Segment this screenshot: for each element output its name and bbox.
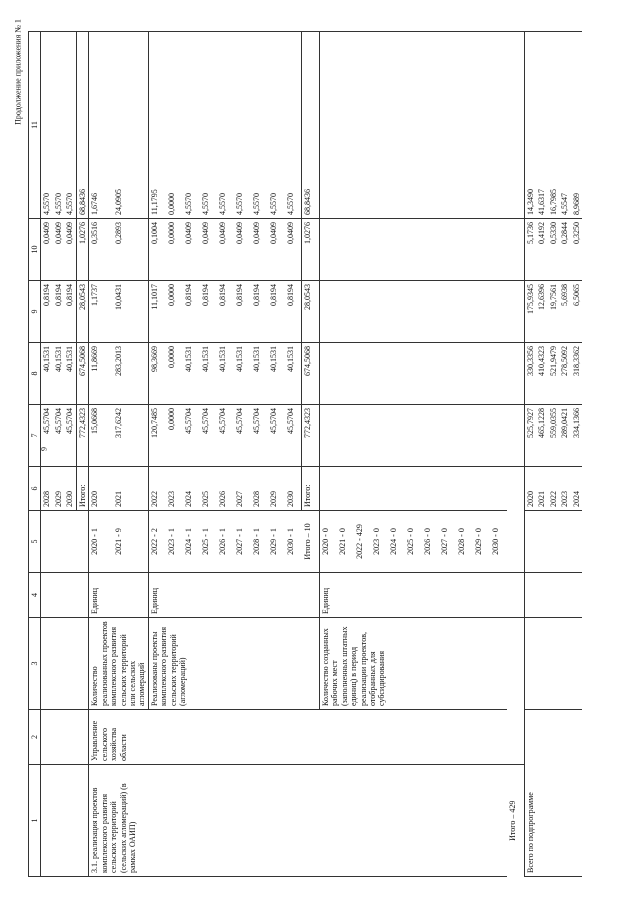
- value-cell: 45,5704: [41, 405, 53, 467]
- value-cell: 40,1531: [41, 343, 53, 405]
- value-cell: 0,2844: [559, 219, 570, 281]
- value-cell: 45,5704: [217, 405, 234, 467]
- value-cell: 410,4323: [536, 343, 547, 405]
- target-cell: 2023 - 1: [166, 511, 183, 573]
- target-cell: 2027 - 1: [234, 511, 251, 573]
- year-cell: 2030: [285, 467, 302, 511]
- value-cell: 0,4192: [536, 219, 547, 281]
- target-cell: 2028 - 1: [251, 511, 268, 573]
- target-cell: 2027 - 0: [439, 511, 456, 573]
- value-cell: 0,2893: [113, 219, 137, 281]
- value-cell: 0,0000: [166, 219, 183, 281]
- value-cell: 0,1004: [148, 219, 166, 281]
- target-cell: 2026 - 1: [217, 511, 234, 573]
- year-cell: 2028: [251, 467, 268, 511]
- value-cell: 45,5704: [64, 405, 76, 467]
- value-cell: 24,0905: [113, 32, 137, 219]
- value-cell: 11,1795: [148, 32, 166, 219]
- value-cell: 289,0421: [559, 405, 570, 467]
- header-col-11: 11: [29, 32, 41, 219]
- rotated-sheet: [28, 32, 628, 877]
- value-cell: 40,1531: [268, 343, 285, 405]
- header-col-7: 7: [29, 405, 41, 467]
- value-cell: 11,1017: [148, 281, 166, 343]
- target-cell: 2023 - 0: [371, 511, 388, 573]
- value-cell: 0,0409: [234, 219, 251, 281]
- subprogram-total-label: Всего по подпрограмме: [524, 710, 582, 877]
- header-col-3: 3: [29, 618, 41, 710]
- year-cell: 2024: [571, 467, 582, 511]
- value-cell: 674,5068: [76, 343, 88, 405]
- target-cell: 2024 - 0: [388, 511, 405, 573]
- target-cell: Итого – 10: [302, 511, 320, 573]
- value-cell: 1,0276: [302, 219, 320, 281]
- year-cell: 2030: [64, 467, 76, 511]
- year-cell: 2020: [89, 467, 114, 511]
- indicator-name: Количество созданных рабочих мест (заполненных штатных единиц) в период реализации проектов, отобранных для субсидирования: [319, 618, 524, 710]
- value-cell: 11,8669: [89, 343, 114, 405]
- year-cell: 2022: [548, 467, 559, 511]
- value-cell: 40,1531: [183, 343, 200, 405]
- page-number: 9: [39, 447, 49, 451]
- value-cell: 0,0409: [64, 219, 76, 281]
- value-cell: 4,5570: [41, 32, 53, 219]
- value-cell: 40,1531: [64, 343, 76, 405]
- header-col-2: 2: [29, 710, 41, 765]
- target-cell: 2030 - 1: [285, 511, 302, 573]
- value-cell: 4,5570: [200, 32, 217, 219]
- target-cell: 2026 - 0: [422, 511, 439, 573]
- value-cell: 45,5704: [268, 405, 285, 467]
- value-cell: 0,8194: [268, 281, 285, 343]
- value-cell: 0,0409: [41, 219, 53, 281]
- target-cell: 2028 - 0: [456, 511, 473, 573]
- value-cell: 0,0000: [166, 405, 183, 467]
- value-cell: 40,1531: [53, 343, 64, 405]
- value-cell: 45,5704: [200, 405, 217, 467]
- year-cell: 2029: [268, 467, 285, 511]
- value-cell: 4,5570: [268, 32, 285, 219]
- value-cell: 283,2013: [113, 343, 137, 405]
- value-cell: 278,5092: [559, 343, 570, 405]
- value-cell: 5,1736: [524, 219, 536, 281]
- value-cell: 0,3516: [89, 219, 114, 281]
- executor-name: Управление сельского хозяйства области: [89, 710, 507, 765]
- value-cell: 0,0000: [166, 281, 183, 343]
- value-cell: 6,5065: [571, 281, 582, 343]
- value-cell: 318,3362: [571, 343, 582, 405]
- budget-table: [28, 31, 582, 877]
- value-cell: 0,8194: [251, 281, 268, 343]
- value-cell: 465,1228: [536, 405, 547, 467]
- value-cell: 0,8194: [234, 281, 251, 343]
- value-cell: 0,0409: [285, 219, 302, 281]
- value-cell: 0,8194: [53, 281, 64, 343]
- value-cell: 40,1531: [200, 343, 217, 405]
- unit-cell: Единиц: [319, 573, 524, 618]
- value-cell: 120,7485: [148, 405, 166, 467]
- year-cell: 2023: [559, 467, 570, 511]
- value-cell: 40,1531: [251, 343, 268, 405]
- value-cell: 0,8194: [285, 281, 302, 343]
- value-cell: 16,7985: [548, 32, 559, 219]
- value-cell: 0,8194: [64, 281, 76, 343]
- year-cell: 2026: [217, 467, 234, 511]
- value-cell: 4,5570: [217, 32, 234, 219]
- year-cell: Итого:: [302, 467, 320, 511]
- value-cell: 8,9689: [571, 32, 582, 219]
- target-cell: 2020 - 0: [319, 511, 337, 573]
- value-cell: 19,7561: [548, 281, 559, 343]
- value-cell: 45,5704: [183, 405, 200, 467]
- value-cell: 40,1531: [217, 343, 234, 405]
- value-cell: 28,0543: [76, 281, 88, 343]
- value-cell: 5,6938: [559, 281, 570, 343]
- value-cell: 1,1737: [89, 281, 114, 343]
- value-cell: 674,5068: [302, 343, 320, 405]
- year-cell: 2020: [524, 467, 536, 511]
- value-cell: 0,5330: [548, 219, 559, 281]
- value-cell: 0,3250: [571, 219, 582, 281]
- value-cell: 521,9479: [548, 343, 559, 405]
- value-cell: 12,6396: [536, 281, 547, 343]
- value-cell: 14,3490: [524, 32, 536, 219]
- value-cell: 45,5704: [251, 405, 268, 467]
- value-cell: 4,5570: [53, 32, 64, 219]
- table-row: [41, 32, 53, 877]
- value-cell: 4,5570: [234, 32, 251, 219]
- target-cell: Итого – 429: [507, 765, 525, 877]
- table-row: [89, 32, 114, 877]
- table-row: [524, 32, 536, 877]
- year-cell: 2025: [200, 467, 217, 511]
- indicator-name: Реализованы проекты комплексного развития сельских территорий (агломераций): [148, 618, 319, 710]
- header-col-10: 10: [29, 219, 41, 281]
- value-cell: 334,1366: [571, 405, 582, 467]
- value-cell: 0,0409: [268, 219, 285, 281]
- value-cell: 40,1531: [285, 343, 302, 405]
- header-col-6: 6: [29, 467, 41, 511]
- year-cell: 2023: [166, 467, 183, 511]
- measure-name: 3.1. реализация проектов комплексного развития сельских территорий (сельских агломераций) (в рамках ОАИП): [89, 765, 507, 877]
- value-cell: 0,8194: [200, 281, 217, 343]
- value-cell: 1,0276: [76, 219, 88, 281]
- value-cell: 175,9345: [524, 281, 536, 343]
- header-col-1: 1: [29, 765, 41, 877]
- value-cell: 0,0409: [53, 219, 64, 281]
- header-col-4: 4: [29, 573, 41, 618]
- value-cell: 45,5704: [285, 405, 302, 467]
- year-cell: 2029: [53, 467, 64, 511]
- value-cell: 1,6746: [89, 32, 114, 219]
- header-col-8: 8: [29, 343, 41, 405]
- value-cell: 0,0409: [183, 219, 200, 281]
- appendix-label: Продолжение приложения № 1: [13, 19, 23, 125]
- value-cell: 0,0409: [200, 219, 217, 281]
- value-cell: 40,1531: [234, 343, 251, 405]
- value-cell: 0,0409: [217, 219, 234, 281]
- value-cell: 0,8194: [41, 281, 53, 343]
- value-cell: 10,0431: [113, 281, 137, 343]
- value-cell: 330,3356: [524, 343, 536, 405]
- value-cell: 0,0409: [251, 219, 268, 281]
- header-row: [29, 32, 41, 877]
- value-cell: 0,8194: [183, 281, 200, 343]
- value-cell: 0,0000: [166, 32, 183, 219]
- year-cell: 2021: [536, 467, 547, 511]
- unit-cell: Единиц: [89, 573, 149, 618]
- year-cell: 2024: [183, 467, 200, 511]
- target-cell: 2024 - 1: [183, 511, 200, 573]
- year-cell: Итого:: [76, 467, 88, 511]
- value-cell: 68,8436: [302, 32, 320, 219]
- value-cell: 772,4323: [76, 405, 88, 467]
- value-cell: 525,7927: [524, 405, 536, 467]
- indicator-name: Количество реализованных проектов комплексного развития сельских территорий или сельских агломераций: [89, 618, 149, 710]
- value-cell: 0,0000: [166, 343, 183, 405]
- value-cell: 15,0668: [89, 405, 114, 467]
- value-cell: 4,5570: [285, 32, 302, 219]
- target-cell: 2022 - 2: [148, 511, 166, 573]
- year-cell: 2028: [41, 467, 53, 511]
- value-cell: 4,5570: [183, 32, 200, 219]
- unit-cell: Единиц: [148, 573, 319, 618]
- year-cell: 2027: [234, 467, 251, 511]
- header-col-5: 5: [29, 511, 41, 573]
- target-cell: 2020 - 1: [89, 511, 114, 573]
- value-cell: 559,0355: [548, 405, 559, 467]
- value-cell: 41,6317: [536, 32, 547, 219]
- value-cell: 4,5570: [64, 32, 76, 219]
- target-cell: 2025 - 0: [405, 511, 422, 573]
- target-cell: 2030 - 0: [490, 511, 507, 573]
- target-cell: 2021 - 9: [113, 511, 137, 573]
- target-cell: 2021 - 0: [337, 511, 354, 573]
- value-cell: 0,8194: [217, 281, 234, 343]
- value-cell: 4,5570: [251, 32, 268, 219]
- value-cell: 98,3669: [148, 343, 166, 405]
- value-cell: 45,5704: [234, 405, 251, 467]
- value-cell: 4,5547: [559, 32, 570, 219]
- value-cell: 68,8436: [76, 32, 88, 219]
- year-cell: 2021: [113, 467, 137, 511]
- value-cell: 28,0543: [302, 281, 320, 343]
- value-cell: 45,5704: [53, 405, 64, 467]
- year-cell: 2022: [148, 467, 166, 511]
- target-cell: 2025 - 1: [200, 511, 217, 573]
- target-cell: 2029 - 1: [268, 511, 285, 573]
- header-col-9: 9: [29, 281, 41, 343]
- value-cell: 317,6242: [113, 405, 137, 467]
- target-cell: 2029 - 0: [473, 511, 490, 573]
- target-cell: 2022 - 429: [354, 511, 371, 573]
- value-cell: 772,4323: [302, 405, 320, 467]
